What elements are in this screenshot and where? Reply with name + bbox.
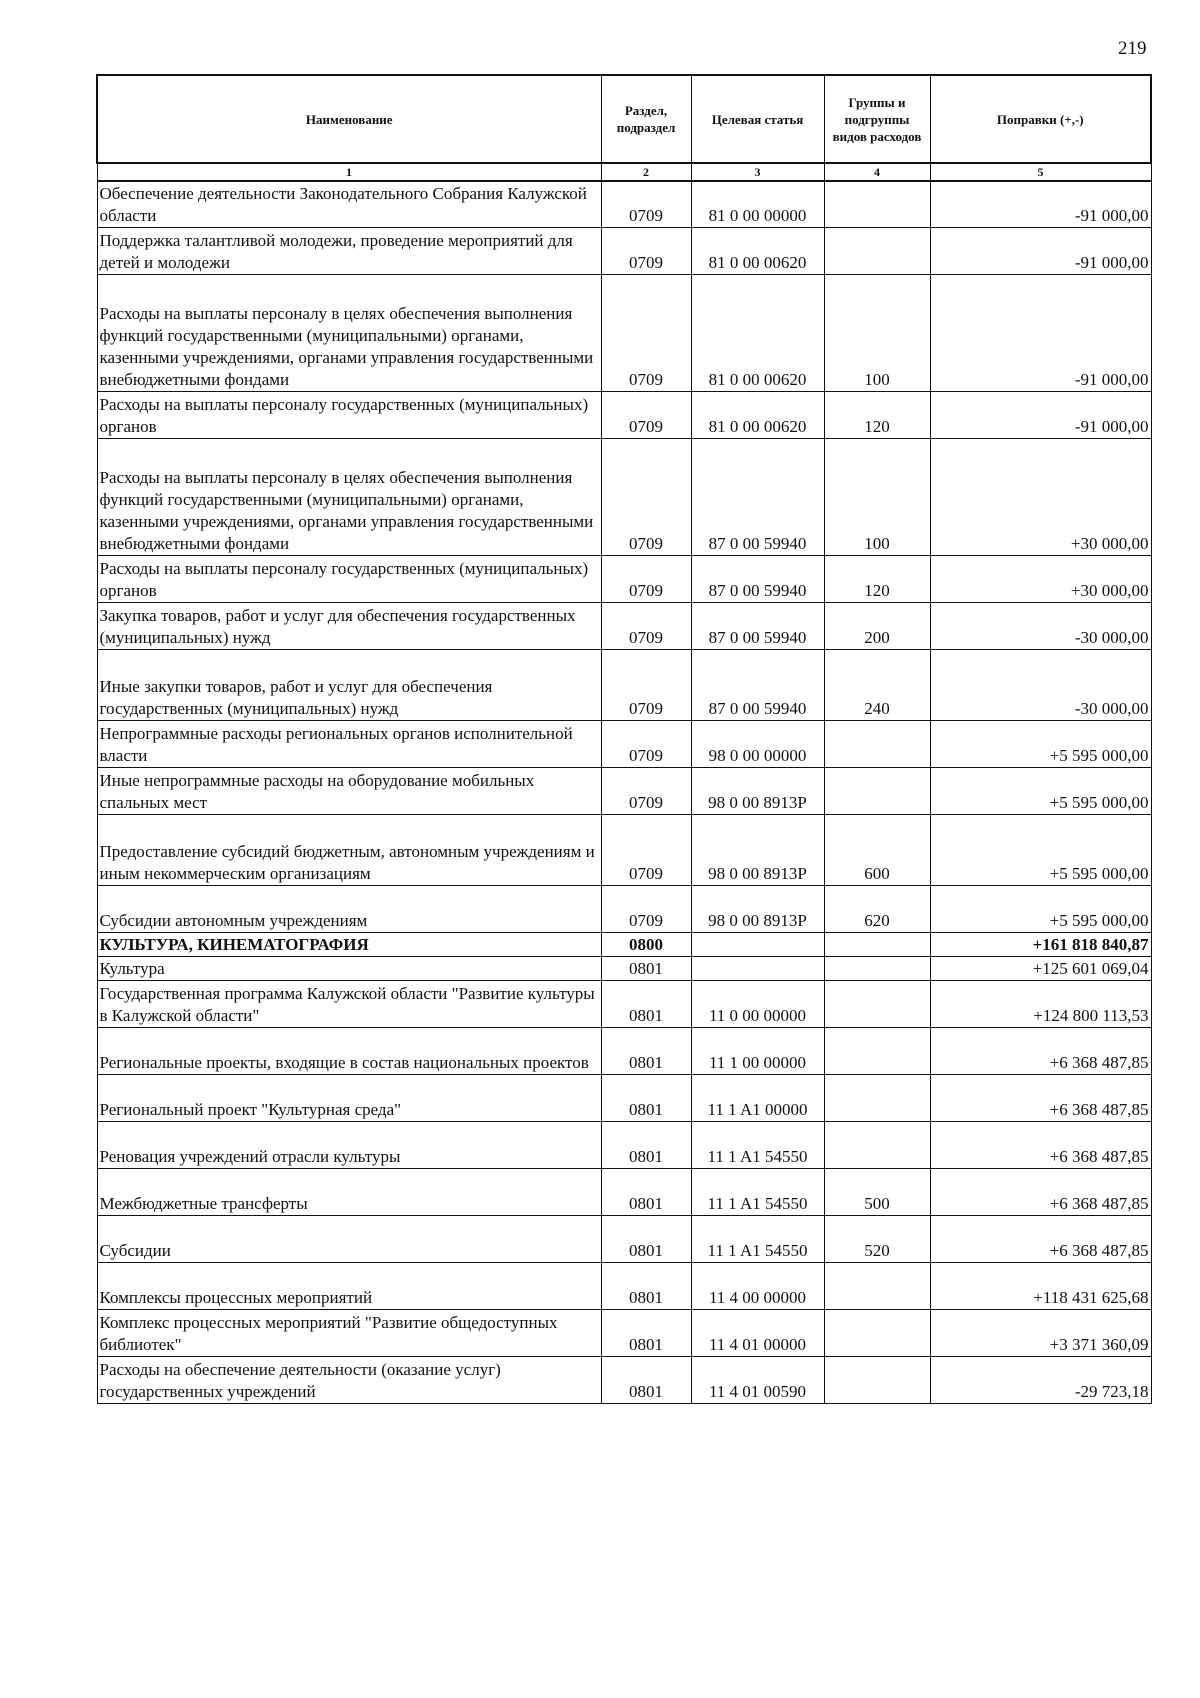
row-target: 87 0 00 59940 (691, 555, 824, 602)
header-amount: Поправки (+,-) (930, 75, 1151, 163)
table-row (97, 602, 1151, 649)
row-group: 100 (824, 438, 930, 555)
table-row (97, 885, 1151, 932)
row-target: 81 0 00 00620 (691, 227, 824, 274)
row-amount: -91 000,00 (930, 274, 1151, 391)
row-group (824, 227, 930, 274)
row-name: Расходы на выплаты персоналу государственных (муниципальных) органов (97, 391, 601, 438)
table-row (97, 227, 1151, 274)
row-section: 0801 (601, 1309, 691, 1356)
row-group (824, 980, 930, 1027)
row-amount: +6 368 487,85 (930, 1121, 1151, 1168)
table-row (97, 1074, 1151, 1121)
row-group: 520 (824, 1215, 930, 1262)
row-amount: +5 595 000,00 (930, 720, 1151, 767)
table-row (97, 391, 1151, 438)
row-section: 0709 (601, 274, 691, 391)
row-amount: +161 818 840,87 (930, 932, 1151, 956)
row-group (824, 1356, 930, 1403)
row-group: 500 (824, 1168, 930, 1215)
row-name: Культура (97, 956, 601, 980)
table-row (97, 1027, 1151, 1074)
row-target: 11 4 00 00000 (691, 1262, 824, 1309)
row-group (824, 1262, 930, 1309)
row-target: 98 0 00 8913Р (691, 814, 824, 885)
row-target: 11 4 01 00000 (691, 1309, 824, 1356)
row-group (824, 1074, 930, 1121)
table-row (97, 1356, 1151, 1403)
row-amount: +6 368 487,85 (930, 1074, 1151, 1121)
row-name: Расходы на обеспечение деятельности (оказание услуг) государственных учреждений (97, 1356, 601, 1403)
row-name: Предоставление субсидий бюджетным, автономным учреждениям и иным некоммерческим организациям (97, 814, 601, 885)
row-target (691, 956, 824, 980)
row-name: Субсидии автономным учреждениям (97, 885, 601, 932)
row-section: 0801 (601, 1121, 691, 1168)
row-target: 98 0 00 00000 (691, 720, 824, 767)
row-amount: -29 723,18 (930, 1356, 1151, 1403)
table-row (97, 649, 1151, 720)
row-section: 0709 (601, 391, 691, 438)
row-name: Региональные проекты, входящие в состав национальных проектов (97, 1027, 601, 1074)
row-name: Расходы на выплаты персоналу в целях обеспечения выполнения функций государственными (муниципальными) органами, казенными учреждениями, органами управления государственными внебюджетными фондами (97, 274, 601, 391)
row-target: 81 0 00 00620 (691, 274, 824, 391)
col-number: 3 (691, 163, 824, 181)
row-target: 11 1 A1 54550 (691, 1168, 824, 1215)
row-section: 0801 (601, 1215, 691, 1262)
row-section: 0801 (601, 980, 691, 1027)
row-name: Иные непрограммные расходы на оборудование мобильных спальных мест (97, 767, 601, 814)
header-target: Целевая статья (691, 75, 824, 163)
table-row (97, 1215, 1151, 1262)
row-group (824, 1121, 930, 1168)
row-name: КУЛЬТУРА, КИНЕМАТОГРАФИЯ (97, 932, 601, 956)
header-group: Группы и подгруппы видов расходов (824, 75, 930, 163)
row-section: 0801 (601, 1168, 691, 1215)
row-section: 0709 (601, 767, 691, 814)
row-name: Поддержка талантливой молодежи, проведение мероприятий для детей и молодежи (97, 227, 601, 274)
row-group (824, 1309, 930, 1356)
table-row (97, 980, 1151, 1027)
row-name: Реновация учреждений отрасли культуры (97, 1121, 601, 1168)
row-section: 0801 (601, 1027, 691, 1074)
col-number: 4 (824, 163, 930, 181)
page-number: 219 (1118, 38, 1147, 59)
row-amount: +118 431 625,68 (930, 1262, 1151, 1309)
row-group (824, 767, 930, 814)
row-group: 200 (824, 602, 930, 649)
table-row (97, 767, 1151, 814)
row-target: 81 0 00 00000 (691, 181, 824, 227)
row-group (824, 720, 930, 767)
col-number: 5 (930, 163, 1151, 181)
row-amount: +5 595 000,00 (930, 814, 1151, 885)
row-name: Региональный проект "Культурная среда" (97, 1074, 601, 1121)
table-row (97, 555, 1151, 602)
row-name: Закупка товаров, работ и услуг для обеспечения государственных (муниципальных) нужд (97, 602, 601, 649)
row-section: 0709 (601, 438, 691, 555)
row-target: 87 0 00 59940 (691, 602, 824, 649)
row-target: 87 0 00 59940 (691, 438, 824, 555)
row-amount: -30 000,00 (930, 649, 1151, 720)
row-name: Комплексы процессных мероприятий (97, 1262, 601, 1309)
row-group: 600 (824, 814, 930, 885)
row-amount: -91 000,00 (930, 181, 1151, 227)
row-group: 100 (824, 274, 930, 391)
row-name: Расходы на выплаты персоналу государственных (муниципальных) органов (97, 555, 601, 602)
table-row (97, 1168, 1151, 1215)
row-amount: +5 595 000,00 (930, 885, 1151, 932)
table-row (97, 1262, 1151, 1309)
column-number-row (97, 163, 1151, 181)
row-amount: +3 371 360,09 (930, 1309, 1151, 1356)
row-target: 11 1 00 00000 (691, 1027, 824, 1074)
budget-amendments-table (96, 74, 1152, 1404)
row-name: Расходы на выплаты персоналу в целях обеспечения выполнения функций государственными (муниципальными) органами, казенными учреждениями, органами управления государственными внебюджетными фондами (97, 438, 601, 555)
table-row (97, 274, 1151, 391)
row-target: 11 4 01 00590 (691, 1356, 824, 1403)
header-section: Раздел, подраздел (601, 75, 691, 163)
row-section: 0801 (601, 1262, 691, 1309)
row-name: Непрограммные расходы региональных органов исполнительной власти (97, 720, 601, 767)
row-name: Обеспечение деятельности Законодательного Собрания Калужской области (97, 181, 601, 227)
row-amount: +125 601 069,04 (930, 956, 1151, 980)
row-target: 11 1 A1 54550 (691, 1121, 824, 1168)
row-amount: +5 595 000,00 (930, 767, 1151, 814)
row-group (824, 1027, 930, 1074)
row-section: 0801 (601, 956, 691, 980)
row-group (824, 181, 930, 227)
row-amount: -30 000,00 (930, 602, 1151, 649)
row-target (691, 932, 824, 956)
row-amount: +30 000,00 (930, 555, 1151, 602)
row-section: 0801 (601, 1356, 691, 1403)
row-group: 120 (824, 555, 930, 602)
row-name: Иные закупки товаров, работ и услуг для обеспечения государственных (муниципальных) нужд (97, 649, 601, 720)
table-row (97, 720, 1151, 767)
row-section: 0709 (601, 602, 691, 649)
row-amount: +30 000,00 (930, 438, 1151, 555)
row-amount: -91 000,00 (930, 391, 1151, 438)
row-section: 0709 (601, 720, 691, 767)
row-target: 11 0 00 00000 (691, 980, 824, 1027)
row-target: 98 0 00 8913Р (691, 885, 824, 932)
row-target: 98 0 00 8913Р (691, 767, 824, 814)
row-section: 0709 (601, 227, 691, 274)
table-row (97, 1309, 1151, 1356)
row-section: 0709 (601, 181, 691, 227)
row-group (824, 956, 930, 980)
table-header-row (97, 75, 1151, 163)
row-section: 0709 (601, 649, 691, 720)
row-group: 120 (824, 391, 930, 438)
row-name: Межбюджетные трансферты (97, 1168, 601, 1215)
row-target: 11 1 A1 00000 (691, 1074, 824, 1121)
table-row (97, 438, 1151, 555)
row-amount: +6 368 487,85 (930, 1168, 1151, 1215)
row-amount: +6 368 487,85 (930, 1215, 1151, 1262)
table-row (97, 1121, 1151, 1168)
row-section: 0800 (601, 932, 691, 956)
row-target: 11 1 A1 54550 (691, 1215, 824, 1262)
table-row (97, 814, 1151, 885)
row-group: 620 (824, 885, 930, 932)
row-amount: -91 000,00 (930, 227, 1151, 274)
row-section: 0709 (601, 885, 691, 932)
col-number: 1 (97, 163, 601, 181)
row-group: 240 (824, 649, 930, 720)
row-target: 81 0 00 00620 (691, 391, 824, 438)
row-name: Комплекс процессных мероприятий "Развитие общедоступных библиотек" (97, 1309, 601, 1356)
row-amount: +124 800 113,53 (930, 980, 1151, 1027)
row-name: Субсидии (97, 1215, 601, 1262)
table-row (97, 932, 1151, 956)
col-number: 2 (601, 163, 691, 181)
row-amount: +6 368 487,85 (930, 1027, 1151, 1074)
row-name: Государственная программа Калужской области "Развитие культуры в Калужской области" (97, 980, 601, 1027)
row-section: 0801 (601, 1074, 691, 1121)
table-row (97, 181, 1151, 227)
header-name: Наименование (97, 75, 601, 163)
table-row (97, 956, 1151, 980)
row-group (824, 932, 930, 956)
row-section: 0709 (601, 814, 691, 885)
row-section: 0709 (601, 555, 691, 602)
row-target: 87 0 00 59940 (691, 649, 824, 720)
